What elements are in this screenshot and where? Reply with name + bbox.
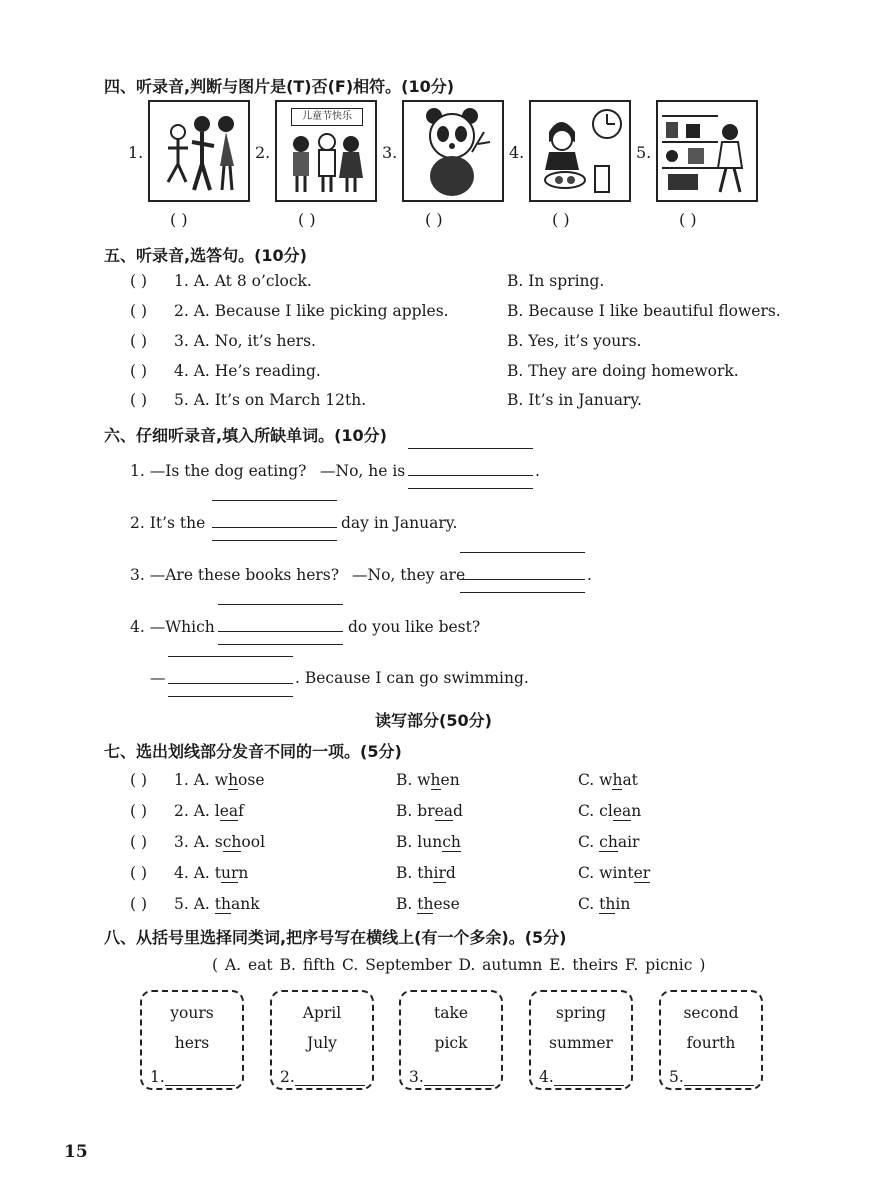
answer-blank-7-3[interactable]: ( ) [130,833,148,851]
answer-blank-5-1[interactable]: ( ) [130,272,148,290]
answer-line-8-4[interactable]: 4. [539,1068,624,1086]
writing-line [218,604,343,605]
q7-3-option-b: B. lunch [396,833,461,851]
answer-line-8-2[interactable]: 2. [280,1068,365,1086]
section-8-heading: 八、从括号里选择同类词,把序号写在横线上(有一个多余)。(5分) [104,928,567,947]
box-word: take [433,1004,469,1022]
answer-blank-7-4[interactable]: ( ) [130,864,148,882]
answer-blank-4-4[interactable]: ( ) [552,210,570,229]
answer-blank-7-1[interactable]: ( ) [130,771,148,789]
q6-4-end: do you like best? [348,618,481,636]
q6-3-question: 3. —Are these books hers? [130,566,340,584]
q6-1-question: 1. —Is the dog eating? [130,462,307,480]
writing-line [212,540,337,541]
word-box-5 [659,990,763,1090]
q6-5-dash: — [150,669,166,687]
q5-4-option-b: B. They are doing homework. [507,362,739,380]
pic-num-5: 5. [636,143,652,162]
q7-3-option-c: C. chair [578,833,640,851]
answer-line-6-4[interactable] [218,631,343,632]
word-box-4 [529,990,633,1090]
answer-line-6-2[interactable] [212,527,337,528]
picture-childrens-day [275,100,377,202]
q7-2-option-b: B. bread [396,802,463,820]
q6-2-start: 2. It’s the [130,514,206,532]
q7-1-option-a: 1. A. whose [174,771,265,789]
answer-line-6-1[interactable] [408,475,533,476]
writing-line [212,500,337,501]
box-word: pick [434,1034,468,1052]
q7-5-option-c: C. thin [578,895,631,913]
q6-1-period: . [535,462,540,480]
q6-3-answer-start: —No, they are [352,566,466,584]
q6-2-end: day in January. [341,514,458,532]
q7-4-option-a: 4. A. turn [174,864,249,882]
q5-2-option-b: B. Because I like beautiful flowers. [507,302,781,320]
answer-blank-5-5[interactable]: ( ) [130,391,148,409]
box-word: hers [174,1034,210,1052]
q5-1-option-b: B. In spring. [507,272,605,290]
answer-line-8-3[interactable]: 3. [409,1068,494,1086]
box-word: fourth [686,1034,736,1052]
picture-panda [402,100,504,202]
answer-blank-4-1[interactable]: ( ) [170,210,188,229]
q7-1-option-b: B. when [396,771,460,789]
q7-4-option-b: B. third [396,864,456,882]
q7-1-option-c: C. what [578,771,638,789]
writing-line [218,644,343,645]
children-group-icon [277,102,375,200]
q5-5-option-a: 5. A. It’s on March 12th. [174,391,367,409]
q5-2-option-a: 2. A. Because I like picking apples. [174,302,449,320]
writing-line [460,552,585,553]
writing-line [408,448,533,449]
q7-5-option-a: 5. A. thank [174,895,260,913]
q7-2-option-a: 2. A. leaf [174,802,244,820]
q5-5-option-b: B. It’s in January. [507,391,642,409]
writing-line [168,696,293,697]
writing-line [460,592,585,593]
word-box-1 [140,990,244,1090]
q5-3-option-a: 3. A. No, it’s hers. [174,332,316,350]
section-5-heading: 五、听录音,选答句。(10分) [104,246,307,265]
q6-4-start: 4. —Which [130,618,215,636]
q5-4-option-a: 4. A. He’s reading. [174,362,321,380]
writing-line [408,488,533,489]
q5-3-option-b: B. Yes, it’s yours. [507,332,642,350]
q7-2-option-c: C. clean [578,802,642,820]
answer-line-6-3[interactable] [460,579,585,580]
pic-num-1: 1. [128,143,144,162]
word-options: ( A. eat B. fifth C. September D. autumn E. theirs F. picnic ) [212,956,706,974]
q5-1-option-a: 1. A. At 8 o’clock. [174,272,312,290]
answer-blank-5-4[interactable]: ( ) [130,362,148,380]
answer-blank-5-3[interactable]: ( ) [130,332,148,350]
q7-5-option-b: B. these [396,895,460,913]
q7-3-option-a: 3. A. school [174,833,266,851]
q6-5-end: . Because I can go swimming. [295,669,529,687]
answer-line-8-1[interactable]: 1. [150,1068,235,1086]
q7-4-option-c: C. winter [578,864,651,882]
answer-blank-4-3[interactable]: ( ) [425,210,443,229]
section-4-heading: 四、听录音,判断与图片是(T)否(F)相符。(10分) [104,77,455,96]
reading-writing-title: 读写部分(50分) [375,711,492,730]
section-6-heading: 六、仔细听录音,填入所缺单词。(10分) [104,426,387,445]
word-box-3 [399,990,503,1090]
answer-blank-5-2[interactable]: ( ) [130,302,148,320]
answer-line-8-5[interactable]: 5. [669,1068,754,1086]
word-box-2 [270,990,374,1090]
panda-icon [404,102,502,200]
answer-blank-4-2[interactable]: ( ) [298,210,316,229]
banner-sign: 儿童节快乐 [291,108,363,126]
shopping-icon [658,102,756,200]
answer-blank-7-2[interactable]: ( ) [130,802,148,820]
picture-girl-shopping [656,100,758,202]
pic-num-2: 2. [255,143,271,162]
box-word: July [307,1034,337,1052]
box-word: spring [555,1004,607,1022]
box-word: April [302,1004,342,1022]
box-word: yours [170,1004,214,1022]
answer-blank-7-5[interactable]: ( ) [130,895,148,913]
writing-line [168,656,293,657]
picture-family-walking [148,100,250,202]
answer-line-6-5[interactable] [168,683,293,684]
section-7-heading: 七、选出划线部分发音不同的一项。(5分) [104,742,402,761]
pic-num-4: 4. [509,143,525,162]
family-walking-icon [150,102,248,200]
girl-breakfast-icon [531,102,629,200]
q6-1-answer-start: —No, he is [320,462,406,480]
pic-num-3: 3. [382,143,398,162]
q6-3-period: . [587,566,592,584]
picture-girl-breakfast [529,100,631,202]
answer-blank-4-5[interactable]: ( ) [679,210,697,229]
box-word: second [683,1004,739,1022]
box-word: summer [549,1034,613,1052]
page-number: 15 [64,1142,88,1162]
